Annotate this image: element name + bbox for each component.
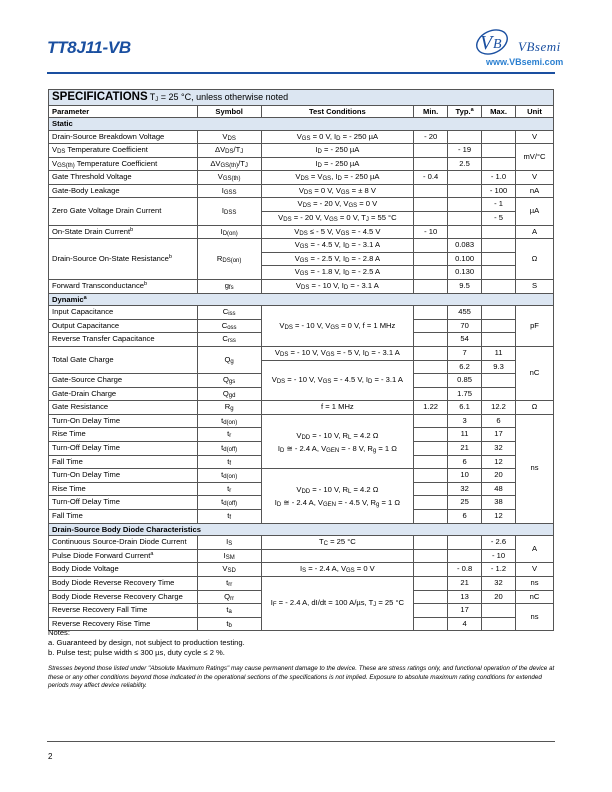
table-row: Reverse Recovery Rise Time $t_b$ 4 [49, 617, 554, 631]
col-max: Max. [482, 106, 516, 118]
table-row: Rise Time $t_r$ 11 17 [49, 428, 554, 442]
col-min: Min. [414, 106, 448, 118]
svg-text:B: B [493, 37, 502, 52]
brand-name: VBsemi [518, 39, 561, 54]
notes [48, 628, 245, 658]
notes-title: Notes: [48, 628, 70, 637]
table-row: Pulse Diode Forward Current$^a$ $I_{SM}$ - 10 [49, 549, 554, 563]
section-body-diode: Drain-Source Body Diode Characteristics [49, 523, 554, 536]
table-row: Turn-Off Delay Time $t_{d(off)}$ 25 38 [49, 496, 554, 510]
col-parameter: Parameter [49, 106, 198, 118]
table-row: Turn-On Delay Time $t_{d(on)}$ $V_{DD}$ = - 10 V, $R_L = 4.2$ Ω $I_D$ ≅ - 2.4 A, $V_{GEN}$ = - 4.5 V, $R_g = 1$ Ω 10 20 [49, 469, 554, 483]
page-number: 2 [48, 752, 53, 761]
table-row: Continuous Source-Drain Diode Current $I_S$ $T_C = 25$ °C - 2.6 A [49, 536, 554, 550]
table-row: Gate Resistance $R_g$ f = 1 MHz 1.22 6.1 12.2 Ω [49, 401, 554, 415]
table-row: Drain-Source Breakdown Voltage $V_{DS}$ $V_{GS} = 0$ V, $I_D$ = - 250 µA - 20 V [49, 130, 554, 144]
table-row: Reverse Recovery Fall Time $t_a$ 17 ns [49, 604, 554, 618]
table-row: $V_{DS}$ = - 10 V, $V_{GS}$ = - 4.5 V, $I_D$ = - 3.1 A 6.2 9.3 [49, 360, 554, 374]
spec-condition: $T_J = 25$ °C, unless otherwise noted [149, 92, 289, 103]
col-symbol: Symbol [197, 106, 261, 118]
part-number-title: TT8J11-VB [47, 38, 131, 57]
table-row: Gate-Source Charge $Q_{gs}$ 0.85 [49, 374, 554, 388]
table-row: On-State Drain Current$^b$ $I_{D(on)}$ $V_{DS}$ ≤ - 5 V, $V_{GS}$ = - 4.5 V - 10 A [49, 225, 554, 239]
table-row: Gate Threshold Voltage $V_{GS(th)}$ $V_{DS} = V_{GS}$, $I_D$ = - 250 µA - 0.4 - 1.0 V [49, 171, 554, 185]
table-row: Fall Time $t_f$ 6 12 [49, 510, 554, 524]
table-row: $V_{GS}$ = - 2.5 V, $I_D$ = - 2.8 A 0.100 [49, 252, 554, 266]
table-row: $V_{DS}$ Temperature Coefficient $\Delta V_{DS}/T_J$ $I_D$ = - 250 µA - 19 mV/°C [49, 144, 554, 158]
table-row: $V_{GS}$ = - 1.8 V, $I_D$ = - 2.5 A 0.130 [49, 266, 554, 280]
table-row: Fall Time $t_f$ 6 12 [49, 455, 554, 469]
section-static: Static [49, 118, 554, 131]
stress-disclaimer: Stresses beyond those listed under "Absolute Maximum Ratings" may cause permanent damage to the device. These are stress ratings only, and functional operation of the device at these or any other conditions beyond those indicated in the operational sections of the specifications is not implied. Exposure to absolute maximum rating conditions for extended periods may affect device reliability. [48, 665, 555, 690]
table-row: Rise Time $t_r$ 32 48 [49, 482, 554, 496]
table-row: Turn-Off Delay Time $t_{d(off)}$ 21 32 [49, 442, 554, 456]
col-test-conditions: Test Conditions [261, 106, 414, 118]
spec-title-row [49, 90, 554, 106]
table-row: Body Diode Reverse Recovery Time $t_{rr}$ $I_F$ = - 2.4 A, dI/dt = 100 A/µs, $T_J = 25$ °C 21 32 ns [49, 576, 554, 590]
table-row: $V_{DS}$ = - 20 V, $V_{GS} = 0$ V, $T_J = 55$ °C - 5 [49, 212, 554, 226]
table-row: Drain-Source On-State Resistance$^b$ $R_{DS(on)}$ $V_{GS}$ = - 4.5 V, $I_D$ = - 3.1 A 0.083 Ω [49, 239, 554, 253]
table-row: Body Diode Reverse Recovery Charge $Q_{rr}$ 13 20 nC [49, 590, 554, 604]
section-dynamic: Dynamic$^a$ [49, 293, 554, 306]
table-row: Body Diode Voltage $V_{SD}$ $I_S$ = - 2.4 A, $V_{GS} = 0$ V - 0.8 - 1.2 V [49, 563, 554, 577]
footer-rule [47, 741, 555, 742]
table-row: Forward Transconductance$^b$ $g_{fs}$ $V_{DS}$ = - 10 V, $I_D$ = - 3.1 A 9.5 S [49, 280, 554, 294]
col-typ: Typ.$^a$ [448, 106, 482, 118]
table-row: Total Gate Charge $Q_g$ $V_{DS}$ = - 10 V, $V_{GS}$ = - 5 V, $I_D$ = - 3.1 A 7 11 nC [49, 346, 554, 360]
note-a: a. Guaranteed by design, not subject to production testing. [48, 638, 245, 647]
table-header-row [49, 106, 554, 118]
spec-title: SPECIFICATIONS [52, 91, 148, 103]
table-row: Input Capacitance $C_{iss}$ $V_{DS}$ = - 10 V, $V_{GS} = 0$ V, f = 1 MHz 455 pF [49, 306, 554, 320]
table-row: Output Capacitance $C_{oss}$ 70 [49, 319, 554, 333]
col-unit: Unit [516, 106, 554, 118]
note-b: b. Pulse test; pulse width ≤ 300 µs, duty cycle ≤ 2 %. [48, 648, 225, 657]
table-row: Gate-Drain Charge $Q_{gd}$ 1.75 [49, 387, 554, 401]
specifications-table [48, 89, 554, 631]
table-row: Gate-Body Leakage $I_{GSS}$ $V_{DS} = 0$ V, $V_{GS}$ = ± 8 V - 100 nA [49, 184, 554, 198]
table-row: Reverse Transfer Capacitance $C_{rss}$ 54 [49, 333, 554, 347]
table-row: Zero Gate Voltage Drain Current $I_{DSS}$ $V_{DS}$ = - 20 V, $V_{GS} = 0$ V - 1 µA [49, 198, 554, 212]
table-row: Turn-On Delay Time $t_{d(on)}$ $V_{DD}$ = - 10 V, $R_L = 4.2$ Ω $I_D$ ≅ - 2.4 A, $V_{GEN}$ = - 8 V, $R_g = 1$ Ω 3 6 ns [49, 414, 554, 428]
website-link[interactable]: www.VBsemi.com [486, 57, 564, 67]
table-row: $V_{GS(th)}$ Temperature Coefficient $\Delta V_{GS(th)}/T_J$ $I_D$ = - 250 µA 2.5 [49, 157, 554, 171]
header-rule [47, 72, 555, 74]
svg-text:V: V [480, 32, 493, 54]
